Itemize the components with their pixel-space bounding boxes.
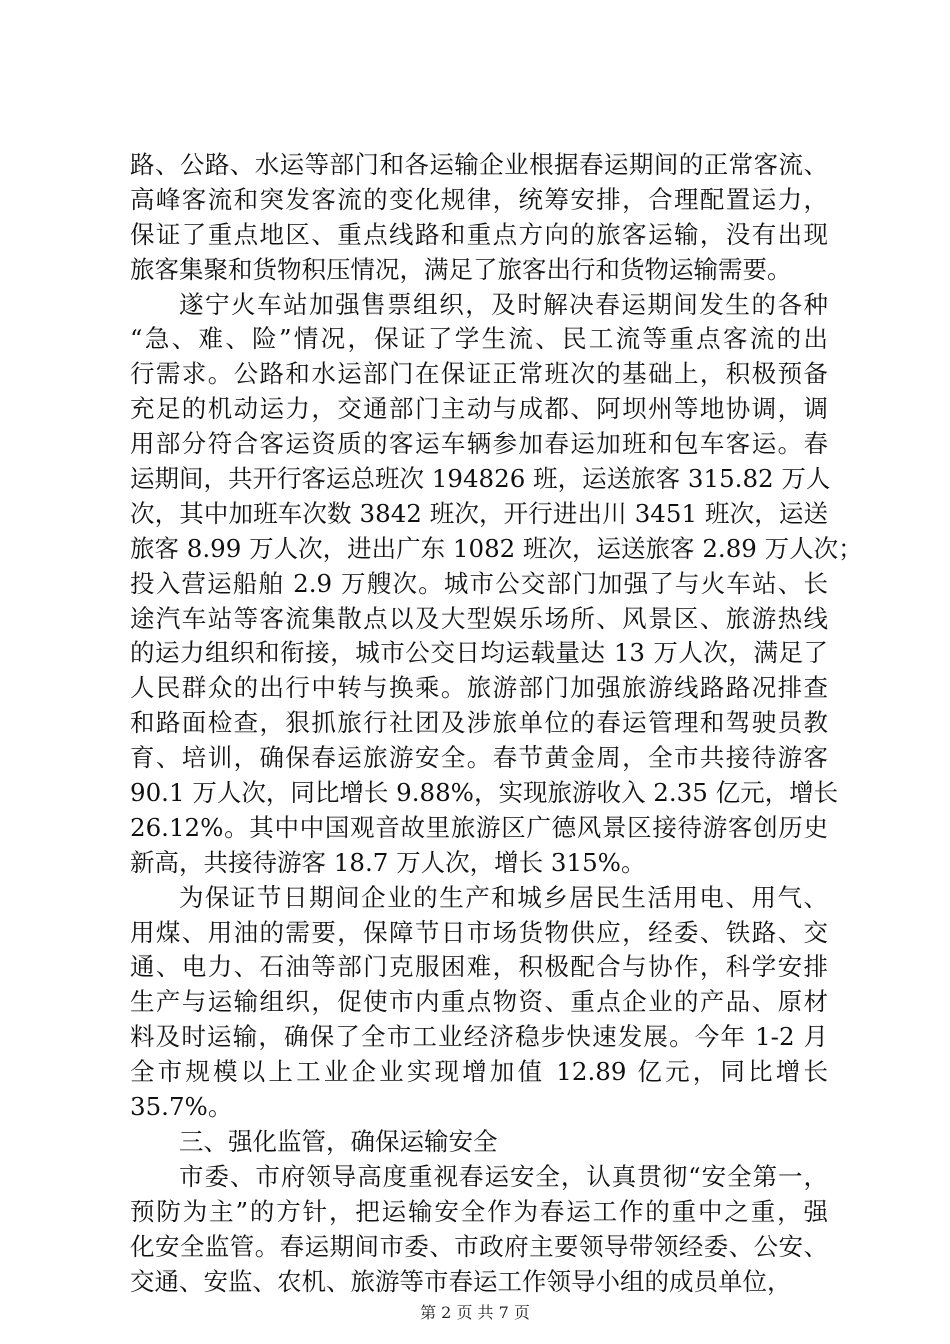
paragraph-line: 新高，共接待游客 18.7 万人次，增长 315%。 <box>130 847 646 877</box>
paragraph-line: 投入营运船舶 2.9 万艘次。城市公交部门加强了与火车站、长 <box>130 568 828 598</box>
paragraph-line: 路、公路、水运等部门和各运输企业根据春运期间的正常客流、 <box>130 150 828 179</box>
paragraph-line: 的运力组织和衔接，城市公交日均运载量达 13 万人次，满足了 <box>130 638 828 668</box>
paragraph-line: 料及时运输，确保了全市工业经济稳步快速发展。今年 1-2 月 <box>130 1022 828 1052</box>
paragraph-line: 生产与运输组织，促使市内重点物资、重点企业的产品、原材 <box>130 987 828 1017</box>
paragraph-line: 运期间，共开行客运总班次 194826 班，运送旅客 315.82 万人 <box>130 464 831 494</box>
paragraph-line: 高峰客流和突发客流的变化规律，统筹安排，合理配置运力， <box>130 184 828 214</box>
paragraph-line: 35.7%。 <box>130 1092 233 1122</box>
paragraph-line: 市委、市府领导高度重视春运安全，认真贯彻“安全第一， <box>179 1161 828 1191</box>
paragraph-line: 全市规模以上工业企业实现增加值 12.89 亿元，同比增长 <box>130 1057 828 1087</box>
paragraph-line: 用部分符合客运资质的客运车辆参加春运加班和包车客运。春 <box>130 429 828 459</box>
paragraph-line: 预防为主”的方针，把运输安全作为春运工作的重中之重，强 <box>130 1196 828 1226</box>
paragraph-line: 和路面检查，狠抓旅行社团及涉旅单位的春运管理和驾驶员教 <box>130 708 828 738</box>
paragraph-line: 次，其中加班车次数 3842 班次，开行进出川 3451 班次，运送 <box>130 498 828 528</box>
paragraph-line: 充足的机动运力，交通部门主动与成都、阿坝州等地协调，调 <box>130 394 828 424</box>
document-body <box>130 148 863 1299</box>
paragraph-line: 遂宁火车站加强售票组织，及时解决春运期间发生的各种 <box>179 289 828 319</box>
paragraph-line: 人民群众的出行中转与换乘。旅游部门加强旅游线路路况排查 <box>130 673 828 703</box>
paragraph-line: 26.12%。其中中国观音故里旅游区广德风景区接待游客创历史 <box>130 812 828 842</box>
paragraph-line: 旅客 8.99 万人次，进出广东 1082 班次，运送旅客 2.89 万人次； <box>130 533 863 563</box>
section-heading: 三、强化监管，确保运输安全 <box>179 1126 498 1156</box>
paragraph-line: 途汽车站等客流集散点以及大型娱乐场所、风景区、旅游热线 <box>130 603 828 633</box>
paragraph-line: 为保证节日期间企业的生产和城乡居民生活用电、用气、 <box>179 882 828 912</box>
page-number-footer: 第 2 页 共 7 页 <box>420 1303 530 1322</box>
paragraph-line: 交通、安监、农机、旅游等市春运工作领导小组的成员单位， <box>130 1266 792 1296</box>
paragraph-line: 育、培训，确保春运旅游安全。春节黄金周，全市共接待游客 <box>130 743 828 773</box>
paragraph-line: 行需求。公路和水运部门在保证正常班次的基础上，积极预备 <box>130 359 828 389</box>
paragraph-line: 用煤、用油的需要，保障节日市场货物供应，经委、铁路、交 <box>130 917 828 947</box>
paragraph-line: “急、难、险”情况，保证了学生流、民工流等重点客流的出 <box>130 324 828 354</box>
paragraph-line: 保证了重点地区、重点线路和重点方向的旅客运输，没有出现 <box>130 219 828 249</box>
paragraph-line: 旅客集聚和货物积压情况，满足了旅客出行和货物运输需要。 <box>130 254 792 284</box>
paragraph-line: 化安全监管。春运期间市委、市政府主要领导带领经委、公安、 <box>130 1231 828 1261</box>
paragraph-line: 90.1 万人次，同比增长 9.88%，实现旅游收入 2.35 亿元，增长 <box>130 778 839 808</box>
paragraph-line: 通、电力、石油等部门克服困难，积极配合与协作，科学安排 <box>130 952 828 982</box>
